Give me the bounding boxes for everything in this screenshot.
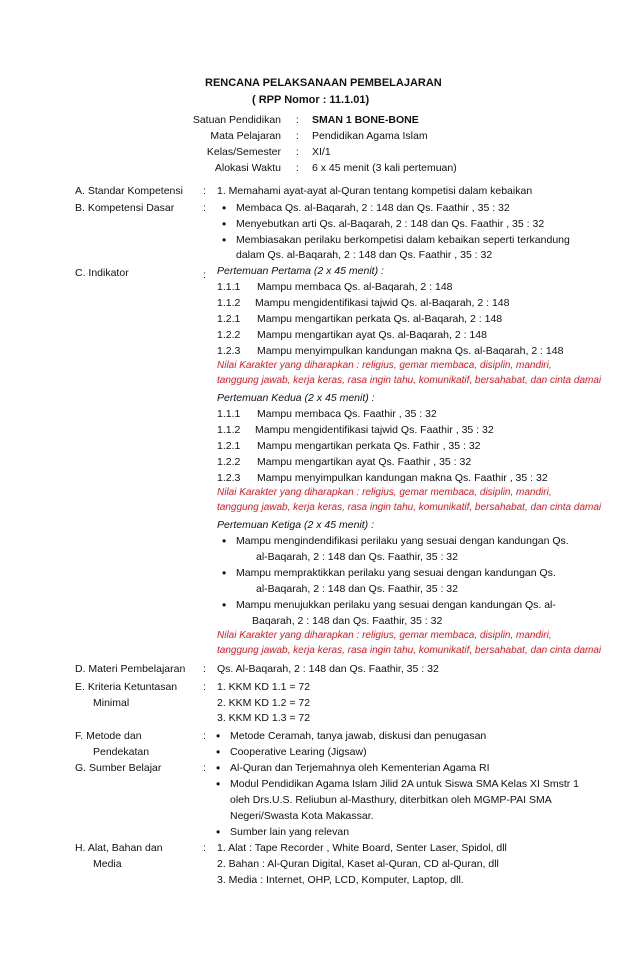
section-a-label: A. Standar Kompetensi (75, 185, 183, 197)
character-values: Nilai Karakter yang diharapkan : religius, gemar membaca, disiplin, mandiri, (217, 360, 552, 371)
list-item: 2. Bahan : Al-Quran Digital, Kaset al-Quran, CD al-Quran, dll (217, 858, 499, 870)
section-h-label: H. Alat, Bahan dan (75, 842, 163, 854)
list-item: 3. KKM KD 1.3 = 72 (217, 712, 311, 724)
list-item: • Metode Ceramah, tanya jawab, diskusi dan penugasan (230, 730, 486, 742)
section-colon: : (203, 185, 206, 197)
indicator-number: 1.2.1 (217, 440, 241, 452)
list-item: • Membaca Qs. al-Baqarah, 2 : 148 dan Qs. Faathir , 35 : 32 (236, 202, 510, 214)
list-item: 2. KKM KD 1.2 = 72 (217, 697, 311, 709)
character-values: tanggung jawab, kerja keras, rasa ingin tahu, komunikatif, bersahabat, dan cinta damai (217, 645, 602, 656)
section-f-label: F. Metode dan (75, 730, 142, 742)
info-value: Pendidikan Agama Islam (312, 130, 428, 142)
section-b-label: B. Kompetensi Dasar (75, 202, 175, 214)
section-e-label-cont: Minimal (93, 697, 130, 709)
list-item: • Modul Pendidikan Agama Islam Jilid 2A untuk Siswa SMA Kelas XI Smstr 1 (230, 778, 579, 790)
list-item-continuation: Baqarah, 2 : 148 dan Qs. Faathir, 35 : 32 (252, 615, 443, 627)
list-item: • Sumber lain yang relevan (230, 826, 349, 838)
indicator-text: Mampu mengartikan ayat Qs. al-Baqarah, 2 : 148 (257, 329, 487, 341)
list-item-continuation: Negeri/Swasta Kota Makassar. (230, 810, 374, 822)
info-label: Satuan Pendidikan (192, 114, 281, 126)
indicator-text: Mampu mengidentifikasi tajwid Qs. al-Baqarah, 2 : 148 (255, 297, 510, 309)
character-values: Nilai Karakter yang diharapkan : religius, gemar membaca, disiplin, mandiri, (217, 630, 552, 641)
section-colon: : (203, 202, 206, 214)
list-item: • Mampu mempraktikkan perilaku yang sesuai dengan kandungan Qs. (236, 567, 556, 579)
indicator-text: Mampu menyimpulkan kandungan makna Qs. al-Baqarah, 2 : 148 (257, 345, 564, 357)
info-label: Alokasi Waktu (214, 162, 281, 174)
section-f-label-cont: Pendekatan (93, 746, 150, 758)
section-g-label: G. Sumber Belajar (75, 762, 162, 774)
list-item: • Al-Quran dan Terjemahnya oleh Kementerian Agama RI (230, 762, 490, 774)
info-value: 6 x 45 menit (3 kali pertemuan) (312, 162, 457, 174)
section-d-text: Qs. Al-Baqarah, 2 : 148 dan Qs. Faathir, 35 : 32 (217, 663, 439, 675)
info-colon: : (296, 114, 299, 126)
list-item: 1. Alat : Tape Recorder , White Board, Senter Laser, Spidol, dll (217, 842, 507, 854)
info-colon: : (296, 130, 299, 142)
list-item: • Cooperative Learing (Jigsaw) (230, 746, 367, 758)
document-subtitle: ( RPP Nomor : 11.1.01) (252, 94, 370, 106)
info-value: SMAN 1 BONE-BONE (312, 114, 419, 126)
section-colon: : (203, 842, 206, 854)
indicator-text: Mampu membaca Qs. al-Baqarah, 2 : 148 (257, 281, 453, 293)
section-d-label: D. Materi Pembelajaran (75, 663, 186, 675)
indicator-number: 1.1.2 (217, 297, 241, 309)
section-e-label: E. Kriteria Ketuntasan (75, 681, 178, 693)
list-item-continuation: al-Baqarah, 2 : 148 dan Qs. Faathir, 35 : 32 (256, 583, 458, 595)
list-item: • Menyebutkan arti Qs. al-Baqarah, 2 : 148 dan Qs. Faathir , 35 : 32 (236, 218, 544, 230)
indicator-text: Mampu menyimpulkan kandungan makna Qs. Faathir , 35 : 32 (257, 472, 548, 484)
indicator-text: Mampu mengartikan ayat Qs. Faathir , 35 : 32 (257, 456, 472, 468)
indicator-number: 1.2.3 (217, 472, 241, 484)
info-label: Mata Pelajaran (210, 130, 281, 142)
list-item-continuation: oleh Drs.U.S. Reliubun al-Masthury, diterbitkan oleh MGMP-PAI SMA (230, 794, 552, 806)
character-values: tanggung jawab, kerja keras, rasa ingin tahu, komunikatif, bersahabat, dan cinta damai (217, 502, 602, 513)
list-item: • Membiasakan perilaku berkompetisi dalam kebaikan seperti terkandung (236, 234, 570, 246)
info-colon: : (296, 146, 299, 158)
list-item: 3. Media : Internet, OHP, LCD, Komputer, Laptop, dll. (217, 874, 464, 886)
indicator-text: Mampu mengartikan perkata Qs. Fathir , 35 : 32 (257, 440, 481, 452)
indicator-text: Mampu mengidentifikasi tajwid Qs. Faathir , 35 : 32 (255, 424, 494, 436)
indicator-number: 1.1.1 (217, 281, 241, 293)
indicator-text: Mampu membaca Qs. Faathir , 35 : 32 (257, 408, 437, 420)
section-colon: : (203, 730, 206, 742)
section-colon: : (203, 762, 206, 774)
indicator-text: Mampu mengartikan perkata Qs. al-Baqarah, 2 : 148 (257, 313, 503, 325)
indicator-number: 1.2.2 (217, 329, 241, 341)
indicator-number: 1.2.3 (217, 345, 241, 357)
section-colon: : (203, 663, 206, 675)
indicator-number: 1.2.2 (217, 456, 241, 468)
section-colon: : (203, 269, 206, 281)
info-value: XI/1 (312, 146, 331, 158)
list-item: 1. KKM KD 1.1 = 72 (217, 681, 311, 693)
meeting-2-title: Pertemuan Kedua (2 x 45 menit) : (217, 392, 375, 404)
list-item-continuation: dalam Qs. al-Baqarah, 2 : 148 dan Qs. Faathir , 35 : 32 (236, 249, 493, 261)
indicator-number: 1.1.1 (217, 408, 241, 420)
section-h-label-cont: Media (93, 858, 122, 870)
character-values: Nilai Karakter yang diharapkan : religius, gemar membaca, disiplin, mandiri, (217, 487, 552, 498)
indicator-number: 1.2.1 (217, 313, 241, 325)
section-c-label: C. Indikator (75, 267, 129, 279)
list-item: • Mampu mengindendifikasi perilaku yang sesuai dengan kandungan Qs. (236, 535, 569, 547)
section-a-text: 1. Memahami ayat-ayat al-Quran tentang kompetisi dalam kebaikan (217, 185, 533, 197)
indicator-number: 1.1.2 (217, 424, 241, 436)
info-label: Kelas/Semester (206, 146, 281, 158)
list-item-continuation: al-Baqarah, 2 : 148 dan Qs. Faathir, 35 : 32 (256, 551, 458, 563)
meeting-3-title: Pertemuan Ketiga (2 x 45 menit) : (217, 519, 374, 531)
list-item: • Mampu menujukkan perilaku yang sesuai dengan kandungan Qs. al- (236, 599, 556, 611)
info-colon: : (296, 162, 299, 174)
meeting-1-title: Pertemuan Pertama (2 x 45 menit) : (217, 265, 384, 277)
document-title: RENCANA PELAKSANAAN PEMBELAJARAN (205, 77, 442, 89)
section-colon: : (203, 681, 206, 693)
character-values: tanggung jawab, kerja keras, rasa ingin tahu, komunikatif, bersahabat, dan cinta damai (217, 375, 602, 386)
